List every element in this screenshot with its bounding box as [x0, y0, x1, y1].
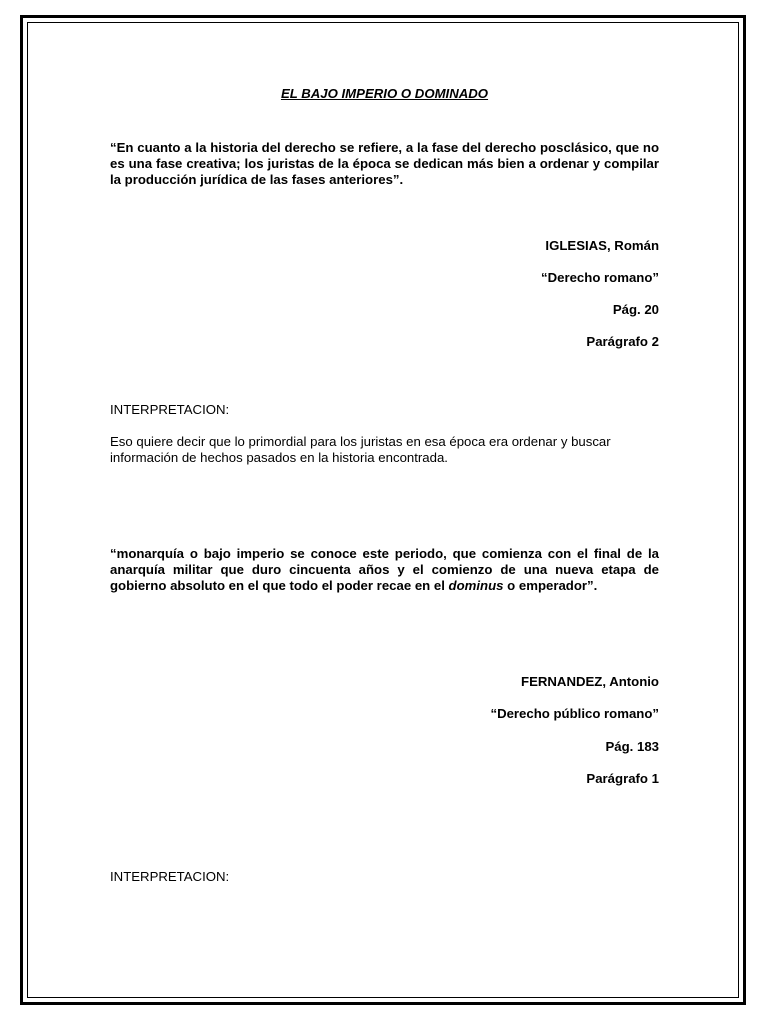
- citation-2-paragraph: Parágrafo 1: [586, 771, 659, 786]
- quote-2-emphasis: dominus: [448, 578, 504, 593]
- citation-1-paragraph: Parágrafo 2: [586, 334, 659, 349]
- quote-2-text-before: “monarquía o bajo imperio se conoce este periodo, que comienza con el final de la anarquía militar que duro cincuenta años y el comienzo de una nueva etapa de gobierno absoluto en el que todo el poder recae en el: [110, 546, 659, 593]
- quote-2-text-after: o emperador”.: [503, 578, 598, 593]
- interpretation-1-heading: INTERPRETACION:: [110, 402, 230, 417]
- quote-1: “En cuanto a la historia del derecho se refiere, a la fase del derecho posclásico, que no es una fase creativa; los juristas de la época se dedican más bien a ordenar y compilar la producción jurídica de las fases anteriores”.: [110, 140, 659, 187]
- quote-2: [110, 546, 659, 594]
- citation-1-book: “Derecho romano”: [541, 270, 659, 285]
- interpretation-2-heading: INTERPRETACION:: [110, 869, 230, 884]
- citation-2-author: FERNANDEZ, Antonio: [521, 674, 659, 689]
- interpretation-1-text: Eso quiere decir que lo primordial para los juristas en esa época era ordenar y buscar información de hechos pasados en la historia encontrada.: [110, 434, 611, 465]
- citation-2-page: Pág. 183: [605, 739, 659, 754]
- citation-1-author: IGLESIAS, Román: [545, 238, 659, 253]
- document-title: EL BAJO IMPERIO O DOMINADO: [280, 86, 489, 101]
- citation-2-book: “Derecho público romano”: [490, 706, 659, 721]
- citation-1-page: Pág. 20: [612, 302, 659, 317]
